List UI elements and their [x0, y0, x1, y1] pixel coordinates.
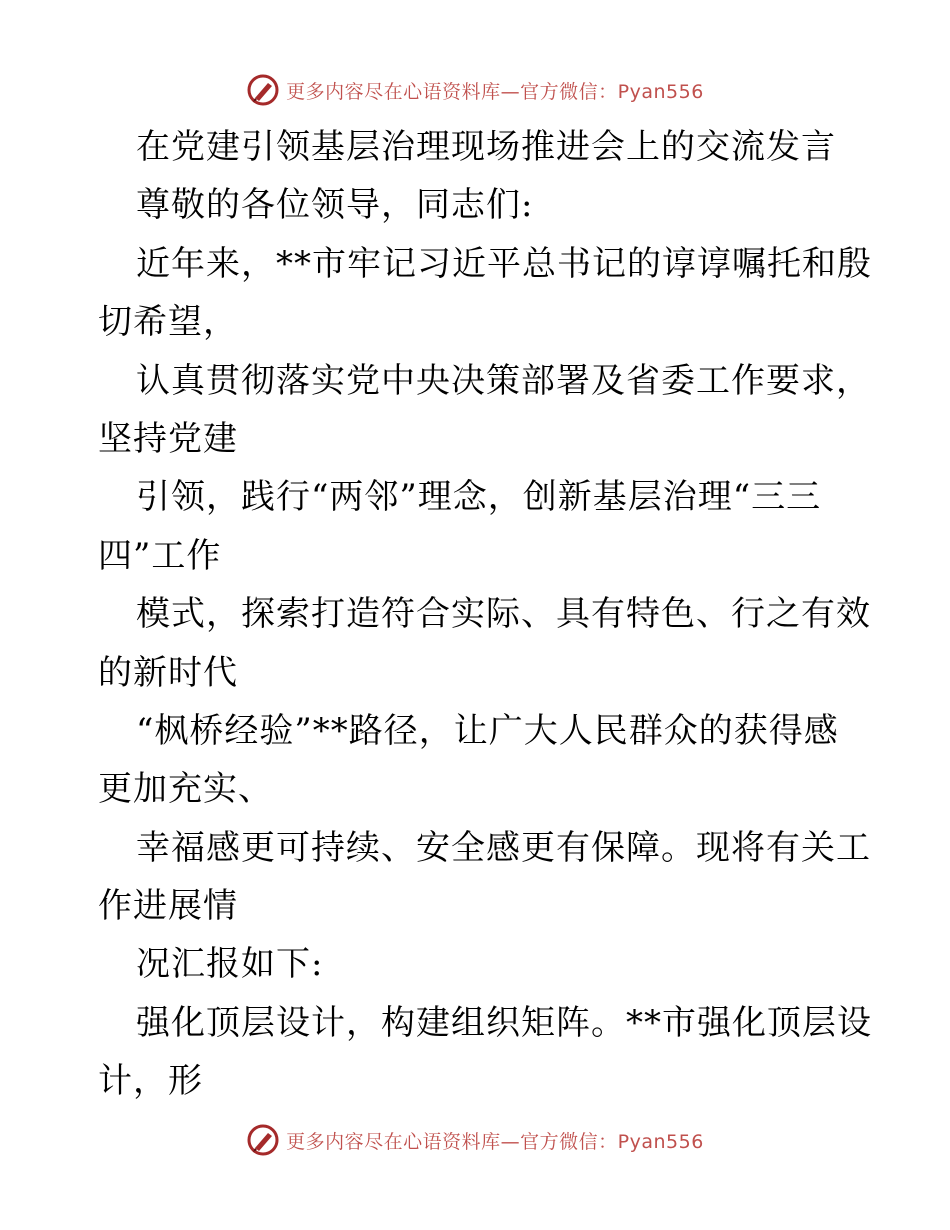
header-watermark-text: 更多内容尽在心语资料库—官方微信：Pyan556 [286, 80, 704, 103]
paragraph-line: 幸福感更可持续、安全感更有保障。现将有关工 [136, 827, 871, 868]
footer-watermark-banner [0, 1120, 950, 1160]
paragraph-line: 强化顶层设计，构建组织矩阵。**市强化顶层设 [136, 1002, 872, 1043]
footer-watermark-text: 更多内容尽在心语资料库—官方微信：Pyan556 [286, 1130, 704, 1153]
paragraph-line: 作进展情 [98, 886, 238, 927]
salutation: 尊敬的各位领导，同志们: [136, 185, 534, 226]
paragraph-line: 的新时代 [98, 652, 238, 693]
paragraph-line: 近年来，**市牢记习近平总书记的谆谆嘱托和殷 [136, 243, 872, 284]
paragraph-line: 引领，践行“两邻”理念，创新基层治理“三三 [136, 477, 822, 518]
paragraph-line: 坚持党建 [98, 418, 238, 459]
paragraph-line: 更加充实、 [98, 769, 273, 810]
pen-logo-icon [246, 73, 280, 107]
paragraph-line: 四”工作 [98, 535, 222, 576]
paragraph-line: 计，形 [98, 1061, 203, 1102]
paragraph-line: 模式，探索打造符合实际、具有特色、行之有效 [136, 594, 871, 635]
paragraph-line: “枫桥经验”**路径，让广大人民群众的获得感 [136, 710, 839, 751]
paragraph-line: 认真贯彻落实党中央决策部署及省委工作要求， [136, 360, 871, 401]
document-body [98, 118, 872, 1111]
paragraph-line: 况汇报如下: [136, 944, 324, 985]
pen-logo-icon [246, 1123, 280, 1157]
document-title: 在党建引领基层治理现场推进会上的交流发言 [136, 127, 836, 167]
paragraph-line: 切希望， [98, 302, 238, 343]
header-watermark-banner [0, 70, 950, 110]
